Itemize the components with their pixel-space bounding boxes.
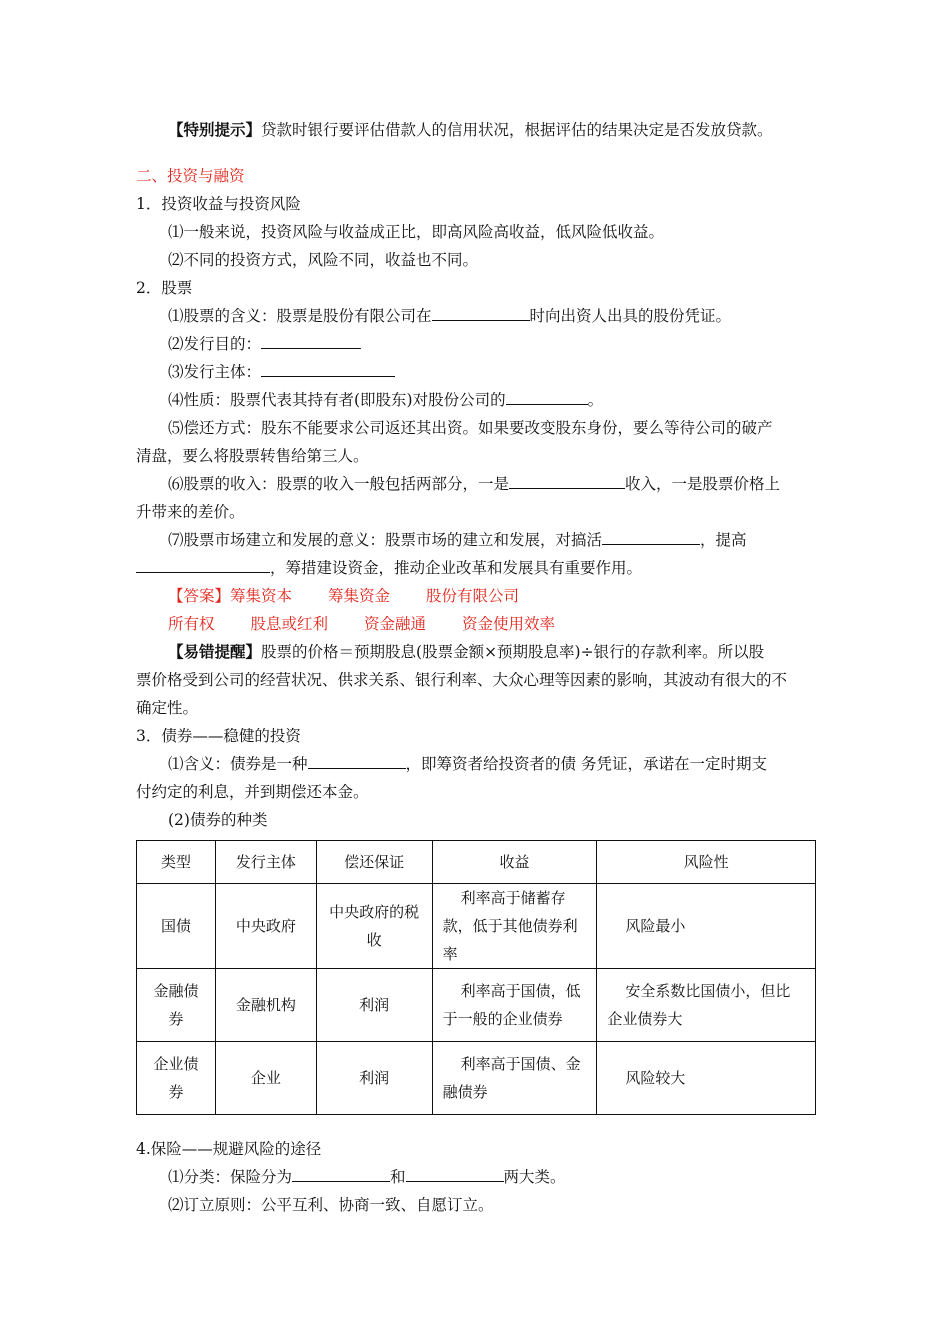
table-cell: 金融债券 [137, 969, 216, 1042]
paragraph-line: ⑴一般来说，投资风险与收益成正比，即高风险高收益，低风险低收益。 [168, 223, 665, 241]
table-cell: 风险最小 [597, 884, 816, 969]
text-segment: 。 [587, 391, 604, 409]
paragraph-line: ⑵订立原则：公平互利、协商一致、自愿订立。 [168, 1196, 494, 1214]
table-row [137, 1042, 816, 1115]
answer-item: 筹集资本 [230, 587, 293, 605]
text-segment: ⑹股票的收入：股票的收入一般包括两部分，一是 [168, 475, 510, 493]
fill-blank[interactable] [308, 750, 406, 769]
text-segment: ⑴含义：债券是一种 [168, 755, 308, 773]
fill-blank[interactable] [261, 358, 395, 377]
fill-blank[interactable] [602, 526, 700, 545]
stock-nature [136, 386, 816, 414]
answer-item: 筹集资金 [328, 587, 391, 605]
stock-income [136, 470, 816, 498]
table-row [137, 884, 816, 969]
stock-meaning [136, 302, 816, 330]
table-cell: 利率高于国债，低于一般的企业债券 [432, 969, 597, 1042]
fill-blank[interactable] [406, 1163, 504, 1182]
answer-item: 股息或红利 [250, 615, 329, 633]
table-cell: 安全系数比国债小，但比企业债券大 [597, 969, 816, 1042]
document-page [136, 116, 816, 1219]
text-segment: ⑵发行目的： [168, 335, 262, 353]
paragraph-line: 确定性。 [136, 699, 199, 717]
fill-blank[interactable] [292, 1163, 390, 1182]
text-segment: ，即筹资者给投资者的债 务凭证，承诺在一定时期支 [405, 755, 767, 773]
answer-item: 资金融通 [364, 615, 427, 633]
bond-meaning [136, 750, 816, 778]
table-cell: 风险较大 [597, 1042, 816, 1115]
paragraph-line: ⑸偿还方式：股东不能要求公司返还其出资。如果要改变股东身份，要么等待公司的破产 [168, 419, 773, 437]
answer-item: 所有权 [168, 615, 215, 633]
table-header-cell: 偿还保证 [316, 841, 432, 884]
bond-types-title: (2)债券的种类 [168, 811, 268, 829]
mistake-reminder [136, 638, 816, 666]
subsection-title-4: 4.保险——规避风险的途径 [136, 1140, 322, 1158]
special-tip [136, 116, 816, 144]
text-segment: ⑺股票市场建立和发展的意义：股票市场的建立和发展，对搞活 [168, 531, 603, 549]
table-cell: 金融机构 [215, 969, 316, 1042]
subsection-title-1: 1．投资收益与投资风险 [136, 195, 301, 213]
table-cell: 利润 [316, 1042, 432, 1115]
table-cell: 利率高于储蓄存款，低于其他债券利率 [432, 884, 597, 969]
table-header-cell: 风险性 [597, 841, 816, 884]
table-header-cell: 发行主体 [215, 841, 316, 884]
table-cell: 国债 [137, 884, 216, 969]
table-cell: 企业 [215, 1042, 316, 1115]
fill-blank[interactable] [509, 470, 625, 489]
table-cell: 企业债券 [137, 1042, 216, 1115]
table-header-cell: 收益 [432, 841, 597, 884]
text-segment: ⑷性质：股票代表其持有者(即股东)对股份公司的 [168, 391, 506, 409]
table-row [137, 969, 816, 1042]
mistake-label: 【易错提醒】 [168, 642, 262, 661]
stock-purpose [136, 330, 816, 358]
text-segment: 两大类。 [503, 1168, 566, 1186]
paragraph-line: 付约定的利息，并到期偿还本金。 [136, 783, 369, 801]
table-header-row [137, 841, 816, 884]
stock-issuer [136, 358, 816, 386]
fill-blank[interactable] [136, 554, 270, 573]
table-cell: 利润 [316, 969, 432, 1042]
stock-market-significance [136, 526, 816, 554]
text-segment: 和 [390, 1168, 406, 1186]
tip-label: 【特别提示】 [168, 120, 262, 139]
answer-item: 股份有限公司 [426, 587, 520, 605]
answer-item: 资金使用效率 [462, 615, 556, 633]
text-segment: ，筹措建设资金，推动企业改革和发展具有重要作用。 [270, 559, 643, 577]
table-cell: 利率高于国债、金融债券 [432, 1042, 597, 1115]
text-segment: ，提高 [700, 531, 747, 549]
bond-types-table [136, 840, 816, 1115]
text-segment: 股票的价格＝预期股息(股票金额×预期股息率)÷银行的存款利率。所以股 [261, 643, 765, 661]
answer-label: 【答案】 [168, 587, 231, 605]
answer-line-2 [136, 610, 816, 638]
table-cell: 中央政府 [215, 884, 316, 969]
paragraph-line: 票价格受到公司的经营状况、供求关系、银行利率、大众心理等因素的影响，其波动有很大的不 [136, 671, 788, 689]
fill-blank[interactable] [432, 302, 530, 321]
paragraph-line: 升带来的差价。 [136, 503, 245, 521]
table-header-cell: 类型 [137, 841, 216, 884]
answer-line-1 [136, 582, 816, 610]
paragraph-line: 清盘，要么将股票转售给第三人。 [136, 447, 369, 465]
insurance-types [136, 1163, 816, 1191]
text-segment: ⑴分类：保险分为 [168, 1168, 293, 1186]
text-segment: 收入，一是股票价格上 [625, 475, 781, 493]
subsection-title-3: 3．债券——稳健的投资 [136, 727, 301, 745]
text-segment: 时向出资人出具的股份凭证。 [529, 307, 732, 325]
fill-blank[interactable] [506, 386, 588, 405]
fill-blank[interactable] [261, 330, 361, 349]
subsection-title-2: 2．股票 [136, 279, 193, 297]
table-cell: 中央政府的税收 [316, 884, 432, 969]
section-heading: 二、投资与融资 [136, 167, 245, 185]
text-segment: ⑴股票的含义：股票是股份有限公司在 [168, 307, 432, 325]
paragraph-line: ⑵不同的投资方式，风险不同，收益也不同。 [168, 251, 479, 269]
tip-text: 贷款时银行要评估借款人的信用状况，根据评估的结果决定是否发放贷款。 [261, 121, 773, 139]
stock-market-significance-cont [136, 554, 816, 582]
text-segment: ⑶发行主体： [168, 363, 262, 381]
